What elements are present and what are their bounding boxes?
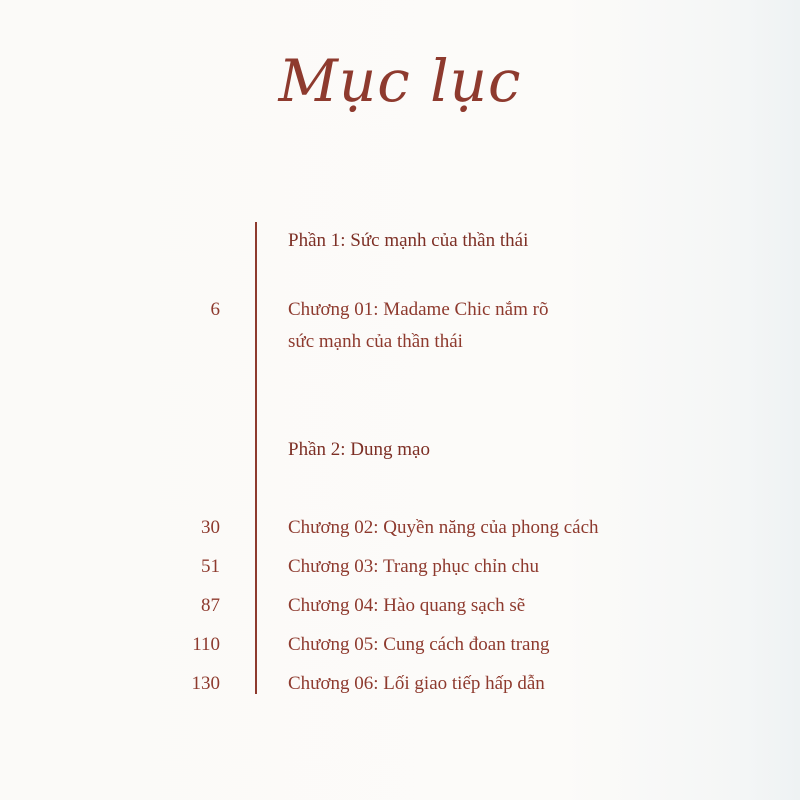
part-label: Phần 1: Sức mạnh của thần thái [288, 230, 529, 251]
chapter-title: Chương 06: Lối giao tiếp hấp dẫn [288, 673, 545, 694]
toc-entry-chapter-01-continued [0, 327, 800, 357]
toc-part-1 [0, 226, 800, 256]
chapter-title: Chương 03: Trang phục chỉn chu [288, 556, 539, 577]
chapter-title: Chương 02: Quyền năng của phong cách [288, 517, 599, 538]
page-title: Mục lục [278, 47, 522, 115]
page-number: 87 [201, 595, 220, 616]
chapter-title-continued: sức mạnh của thần thái [288, 331, 463, 352]
page-number: 130 [191, 673, 220, 694]
toc-entry-chapter-02 [0, 513, 800, 543]
toc-entry-chapter-06 [0, 669, 800, 699]
chapter-title: Chương 01: Madame Chic nắm rõ [288, 299, 549, 320]
chapter-title: Chương 04: Hào quang sạch sẽ [288, 595, 526, 616]
chapter-title: Chương 05: Cung cách đoan trang [288, 634, 550, 655]
toc-entry-chapter-01 [0, 295, 800, 325]
toc-part-2 [0, 435, 800, 465]
page-number: 6 [210, 299, 220, 320]
toc-entry-chapter-03 [0, 552, 800, 582]
page-number: 51 [201, 556, 220, 577]
toc-entry-chapter-05 [0, 630, 800, 660]
toc-entry-chapter-04 [0, 591, 800, 621]
page-number: 30 [201, 517, 220, 538]
page-number: 110 [192, 634, 220, 655]
part-label: Phần 2: Dung mạo [288, 439, 430, 460]
